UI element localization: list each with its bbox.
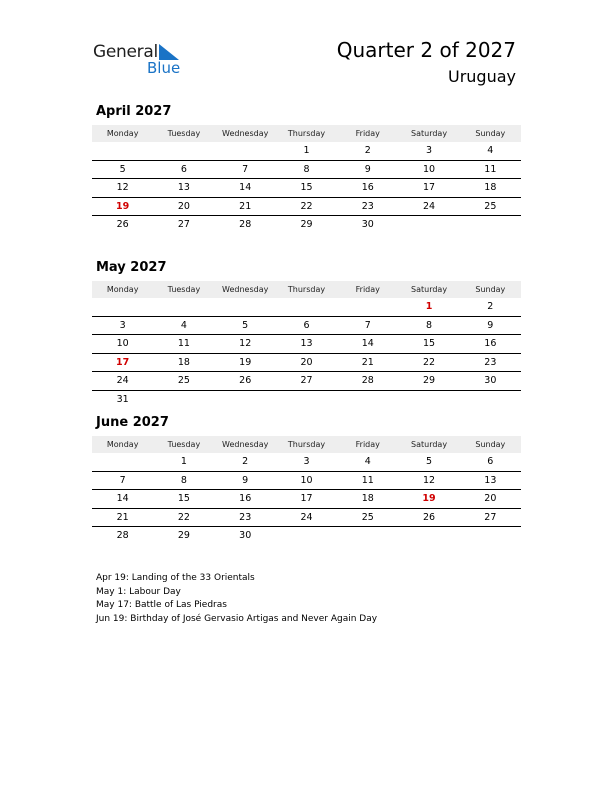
month-calendar [92, 102, 521, 234]
week-row [92, 298, 521, 317]
day-cell: 5 [242, 319, 249, 331]
day-cell: 10 [423, 163, 436, 175]
weekday-label: Wednesday [222, 440, 269, 449]
day-cell: 15 [300, 182, 313, 194]
holiday-note: Apr 19: Landing of the 33 Orientals [96, 573, 255, 583]
day-cell: 27 [300, 375, 313, 387]
day-cell: 26 [423, 511, 436, 523]
day-cell: 9 [364, 163, 371, 175]
day-cell: 31 [116, 393, 129, 405]
weekday-label: Tuesday [167, 285, 201, 294]
week-row [92, 142, 521, 161]
day-cell: 21 [361, 356, 374, 368]
day-cell: 13 [300, 338, 313, 350]
day-cell: 21 [239, 200, 252, 212]
day-cell: 8 [426, 319, 433, 331]
weekday-label: Saturday [411, 129, 448, 138]
day-cell: 24 [423, 200, 436, 212]
weekday-label: Tuesday [167, 129, 201, 138]
day-cell: 29 [177, 530, 190, 542]
logo [93, 40, 188, 80]
day-cell: 7 [242, 163, 249, 175]
day-cell: 1 [425, 301, 433, 313]
week-row [92, 372, 521, 391]
week-row [92, 453, 521, 472]
day-cell: 25 [361, 511, 374, 523]
day-cell: 11 [177, 338, 190, 350]
weekday-label: Friday [355, 440, 380, 449]
day-cell: 16 [239, 493, 252, 505]
week-row [92, 335, 521, 354]
country-name: Uruguay [448, 67, 516, 86]
day-cell: 25 [484, 200, 497, 212]
weekday-label: Saturday [411, 440, 448, 449]
day-cell: 29 [423, 375, 436, 387]
day-cell: 3 [426, 145, 433, 157]
day-cell: 20 [484, 493, 497, 505]
day-cell: 23 [484, 356, 497, 368]
day-cell: 18 [361, 493, 374, 505]
week-row [92, 527, 521, 545]
weekday-label: Thursday [287, 285, 326, 294]
day-cell: 24 [300, 511, 313, 523]
day-cell: 10 [300, 474, 313, 486]
day-cell: 17 [116, 356, 130, 368]
day-cell: 17 [300, 493, 313, 505]
logo-text-blue: Blue [147, 59, 181, 77]
day-cell: 3 [303, 456, 310, 468]
weekday-label: Sunday [475, 129, 506, 138]
day-cell: 27 [177, 219, 190, 231]
day-cell: 25 [177, 375, 190, 387]
day-cell: 1 [303, 145, 310, 157]
day-cell: 14 [116, 493, 129, 505]
day-cell: 28 [116, 530, 129, 542]
day-cell: 7 [364, 319, 371, 331]
week-row [92, 317, 521, 336]
day-cell: 24 [116, 375, 129, 387]
day-cell: 15 [177, 493, 190, 505]
day-cell: 28 [361, 375, 374, 387]
day-cell: 12 [423, 474, 436, 486]
month-title: April 2027 [96, 104, 172, 119]
week-row [92, 472, 521, 491]
day-cell: 2 [242, 456, 249, 468]
holiday-note: May 17: Battle of Las Piedras [96, 600, 227, 611]
day-cell: 13 [177, 182, 190, 194]
day-cell: 11 [484, 163, 497, 175]
day-cell: 20 [177, 200, 190, 212]
page-title: Quarter 2 of 2027 [336, 38, 516, 62]
day-cell: 16 [484, 338, 497, 350]
weekday-label: Sunday [475, 285, 506, 294]
weekday-label: Wednesday [222, 285, 269, 294]
day-cell: 16 [361, 182, 374, 194]
day-cell: 3 [119, 319, 126, 331]
day-cell: 6 [180, 163, 187, 175]
day-cell: 18 [484, 182, 497, 194]
day-cell: 20 [300, 356, 313, 368]
weekday-label: Wednesday [222, 129, 269, 138]
day-cell: 30 [484, 375, 497, 387]
day-cell: 22 [177, 511, 190, 523]
day-cell: 5 [119, 163, 126, 175]
day-cell: 8 [303, 163, 310, 175]
day-cell: 14 [361, 338, 374, 350]
day-cell: 6 [487, 456, 494, 468]
weekday-label: Monday [106, 129, 139, 138]
day-cell: 9 [487, 319, 494, 331]
holiday-note: Jun 19: Birthday of José Gervasio Artigas and Never Again Day [96, 614, 378, 625]
day-cell: 26 [116, 219, 129, 231]
week-row [92, 179, 521, 198]
day-cell: 8 [180, 474, 187, 486]
weekday-label: Thursday [287, 129, 326, 138]
day-cell: 5 [426, 456, 433, 468]
day-cell: 19 [239, 356, 252, 368]
weekday-header [92, 125, 521, 142]
holiday-notes [96, 572, 377, 627]
month-title: June 2027 [96, 415, 169, 430]
day-cell: 4 [180, 319, 187, 331]
day-cell: 26 [239, 375, 252, 387]
weekday-label: Sunday [475, 440, 506, 449]
day-cell: 9 [242, 474, 249, 486]
day-cell: 6 [303, 319, 310, 331]
week-row [92, 161, 521, 180]
day-cell: 18 [177, 356, 190, 368]
weekday-label: Friday [355, 285, 380, 294]
day-cell: 30 [361, 219, 374, 231]
holiday-note: May 1: Labour Day [96, 586, 181, 597]
day-cell: 29 [300, 219, 313, 231]
day-cell: 15 [423, 338, 436, 350]
week-row [92, 490, 521, 509]
day-cell: 1 [180, 456, 187, 468]
day-cell: 23 [361, 200, 374, 212]
day-cell: 19 [116, 200, 130, 212]
day-cell: 27 [484, 511, 497, 523]
day-cell: 10 [116, 338, 129, 350]
weekday-header [92, 281, 521, 298]
week-row [92, 509, 521, 528]
weekday-label: Monday [106, 285, 139, 294]
weekday-label: Saturday [411, 285, 448, 294]
day-cell: 17 [423, 182, 436, 194]
month-calendar [92, 258, 521, 408]
weekday-label: Thursday [287, 440, 326, 449]
week-row [92, 354, 521, 373]
day-cell: 21 [116, 511, 129, 523]
day-cell: 7 [119, 474, 126, 486]
weekday-label: Friday [355, 129, 380, 138]
day-cell: 23 [239, 511, 252, 523]
day-cell: 11 [361, 474, 374, 486]
weekday-label: Tuesday [167, 440, 201, 449]
weekday-header [92, 436, 521, 453]
day-cell: 4 [487, 145, 494, 157]
day-cell: 22 [300, 200, 313, 212]
day-cell: 4 [364, 456, 371, 468]
day-cell: 12 [116, 182, 129, 194]
day-cell: 2 [487, 301, 494, 313]
day-cell: 28 [239, 219, 252, 231]
weekday-label: Monday [106, 440, 139, 449]
day-cell: 14 [239, 182, 252, 194]
logo-text-general: General [93, 42, 158, 62]
day-cell: 2 [364, 145, 371, 157]
week-row [92, 391, 521, 409]
day-cell: 22 [423, 356, 436, 368]
week-row [92, 216, 521, 234]
week-row [92, 198, 521, 217]
day-cell: 13 [484, 474, 497, 486]
month-title: May 2027 [96, 260, 167, 275]
day-cell: 30 [239, 530, 252, 542]
month-calendar [92, 413, 521, 545]
day-cell: 12 [239, 338, 252, 350]
day-cell: 19 [422, 493, 436, 505]
